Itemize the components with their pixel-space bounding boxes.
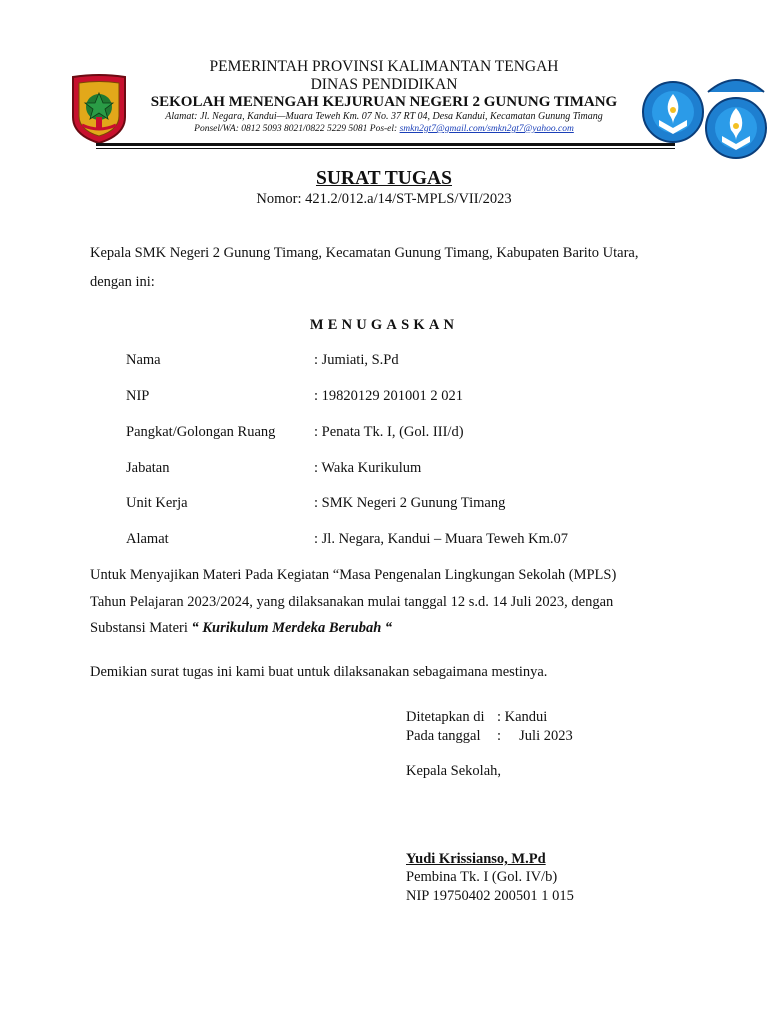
material-title: “ Kurikulum Merdeka Berubah “ <box>191 620 393 636</box>
letterhead-rule-thick <box>96 143 675 146</box>
signer-name: Yudi Krissianso, M.Pd <box>406 851 546 867</box>
field-label-nip: NIP <box>126 388 150 404</box>
place-value: : Kandui <box>497 709 548 725</box>
contact-email-link[interactable]: smkn2gt7@gmail.com/smkn2gt7@yahoo.com <box>399 124 574 134</box>
field-label-alamat: Alamat <box>126 531 169 547</box>
body-line-1: Untuk Menyajikan Materi Pada Kegiatan “Masa Pengenalan Lingkungan Sekolah (MPLS) <box>90 567 617 583</box>
field-value-nama: : Jumiati, S.Pd <box>314 352 399 368</box>
closing-statement: Demikian surat tugas ini kami buat untuk dilaksanakan sebagaimana mestinya. <box>90 664 548 680</box>
field-label-unit-kerja: Unit Kerja <box>126 495 188 511</box>
field-value-nip: : 19820129 201001 2 021 <box>314 388 464 404</box>
field-label-nama: Nama <box>126 352 161 368</box>
letterhead-rule-thin <box>96 148 675 149</box>
body-line-2: Tahun Pelajaran 2023/2024, yang dilaksanakan mulai tanggal 12 s.d. 14 Juli 2023, dengan <box>90 594 614 610</box>
field-value-jabatan: : Waka Kurikulum <box>314 460 422 476</box>
intro-line-2: dengan ini: <box>90 274 155 290</box>
letterhead-contact <box>0 124 768 134</box>
document-number: Nomor: 421.2/012.a/14/ST-MPLS/VII/2023 <box>256 191 512 207</box>
signer-rank: Pembina Tk. I (Gol. IV/b) <box>406 869 558 885</box>
body-line-3-prefix: Substansi Materi <box>90 620 192 636</box>
intro-line-1: Kepala SMK Negeri 2 Gunung Timang, Kecamatan Gunung Timang, Kabupaten Barito Utara, <box>90 245 639 261</box>
assignment-heading: MENUGASKAN <box>309 317 459 333</box>
letterhead-department: DINAS PENDIDIKAN <box>310 76 458 93</box>
contact-phone: Ponsel/WA: 0812 5093 8021/0822 5229 5081 Pos-el: <box>194 124 400 134</box>
field-label-pangkat: Pangkat/Golongan Ruang <box>126 424 276 440</box>
letterhead-address: Alamat: Jl. Negara, Kandui—Muara Teweh Km. 07 No. 37 RT 04, Desa Kandui, Kecamatan Gunung Timang <box>165 111 603 122</box>
letterhead-school-name: SEKOLAH MENENGAH KEJURUAN NEGERI 2 GUNUNG TIMANG <box>150 94 618 110</box>
date-value: : Juli 2023 <box>497 728 573 744</box>
field-value-alamat: : Jl. Negara, Kandui – Muara Teweh Km.07 <box>314 531 569 547</box>
date-label: Pada tanggal <box>406 728 481 744</box>
document-title: SURAT TUGAS <box>315 168 452 189</box>
field-value-pangkat: : Penata Tk. I, (Gol. III/d) <box>314 424 464 440</box>
field-label-jabatan: Jabatan <box>126 460 170 476</box>
place-label: Ditetapkan di <box>406 709 485 725</box>
letterhead-province: PEMERINTAH PROVINSI KALIMANTAN TENGAH <box>209 58 559 75</box>
signer-nip: NIP 19750402 200501 1 015 <box>406 888 574 904</box>
signer-role: Kepala Sekolah, <box>406 763 502 779</box>
field-value-unit-kerja: : SMK Negeri 2 Gunung Timang <box>314 495 506 511</box>
body-line-3 <box>90 620 392 637</box>
